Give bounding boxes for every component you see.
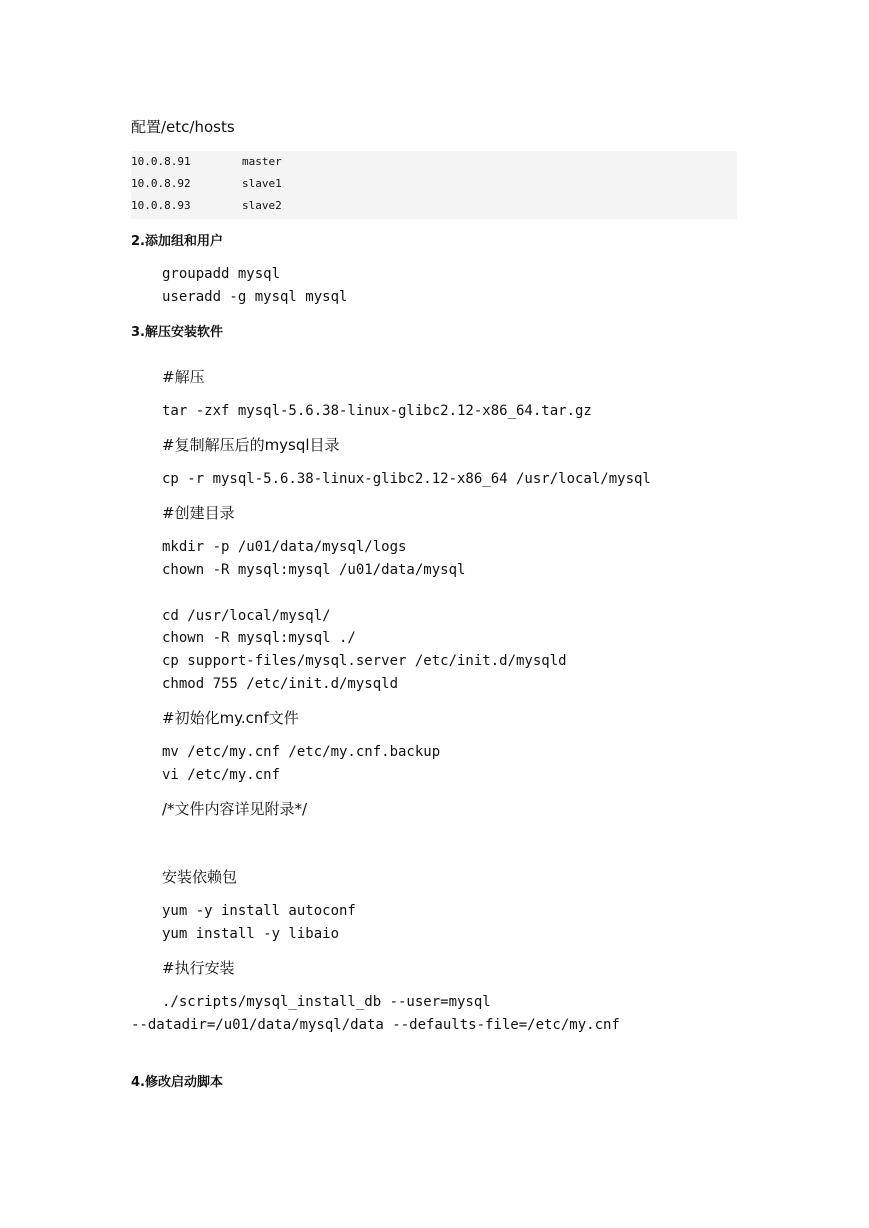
host-ip: 10.0.8.92 xyxy=(131,177,191,190)
code-line: ./scripts/mysql_install_db --user=mysql xyxy=(162,994,491,1010)
host-name: slave2 xyxy=(242,199,282,212)
code-line: yum -y install autoconf xyxy=(162,903,356,919)
note-line: /*文件内容详见附录*/ xyxy=(162,800,308,818)
code-line: cp support-files/mysql.server /etc/init.d/mysqld xyxy=(162,653,567,669)
code-line: mkdir -p /u01/data/mysql/logs xyxy=(162,539,407,555)
code-line: cd /usr/local/mysql/ xyxy=(162,608,331,624)
section-3-heading: 3.解压安装软件 xyxy=(131,325,223,340)
host-name: slave1 xyxy=(242,177,282,190)
code-line: groupadd mysql xyxy=(162,266,281,282)
comment-line: #解压 xyxy=(162,368,205,386)
code-line: yum install -y libaio xyxy=(162,926,340,942)
code-line: --datadir=/u01/data/mysql/data --defaults-file=/etc/my.cnf xyxy=(131,1017,620,1033)
host-name: master xyxy=(242,155,282,168)
code-line: useradd -g mysql mysql xyxy=(162,289,348,305)
section-4-heading: 4.修改启动脚本 xyxy=(131,1075,223,1090)
hosts-code-block xyxy=(131,151,737,219)
section-2-heading: 2.添加组和用户 xyxy=(131,234,223,249)
code-line: chmod 755 /etc/init.d/mysqld xyxy=(162,676,399,692)
code-line: tar -zxf mysql-5.6.38-linux-glibc2.12-x86_64.tar.gz xyxy=(162,403,592,419)
hosts-row xyxy=(131,195,737,217)
code-line: vi /etc/my.cnf xyxy=(162,767,281,783)
host-ip: 10.0.8.91 xyxy=(131,155,191,168)
hosts-row xyxy=(131,151,737,173)
hosts-intro: 配置/etc/hosts xyxy=(131,118,235,136)
comment-line: #初始化my.cnf文件 xyxy=(162,709,299,727)
host-ip: 10.0.8.93 xyxy=(131,199,191,212)
deps-label: 安装依赖包 xyxy=(162,868,238,886)
comment-line: #创建目录 xyxy=(162,504,235,522)
hosts-row xyxy=(131,173,737,195)
code-line: chown -R mysql:mysql ./ xyxy=(162,630,356,646)
comment-line: #执行安装 xyxy=(162,959,235,977)
code-line: chown -R mysql:mysql /u01/data/mysql xyxy=(162,562,466,578)
code-line: cp -r mysql-5.6.38-linux-glibc2.12-x86_64 /usr/local/mysql xyxy=(162,471,651,487)
code-line: mv /etc/my.cnf /etc/my.cnf.backup xyxy=(162,744,441,760)
comment-line: #复制解压后的mysql目录 xyxy=(162,436,340,454)
